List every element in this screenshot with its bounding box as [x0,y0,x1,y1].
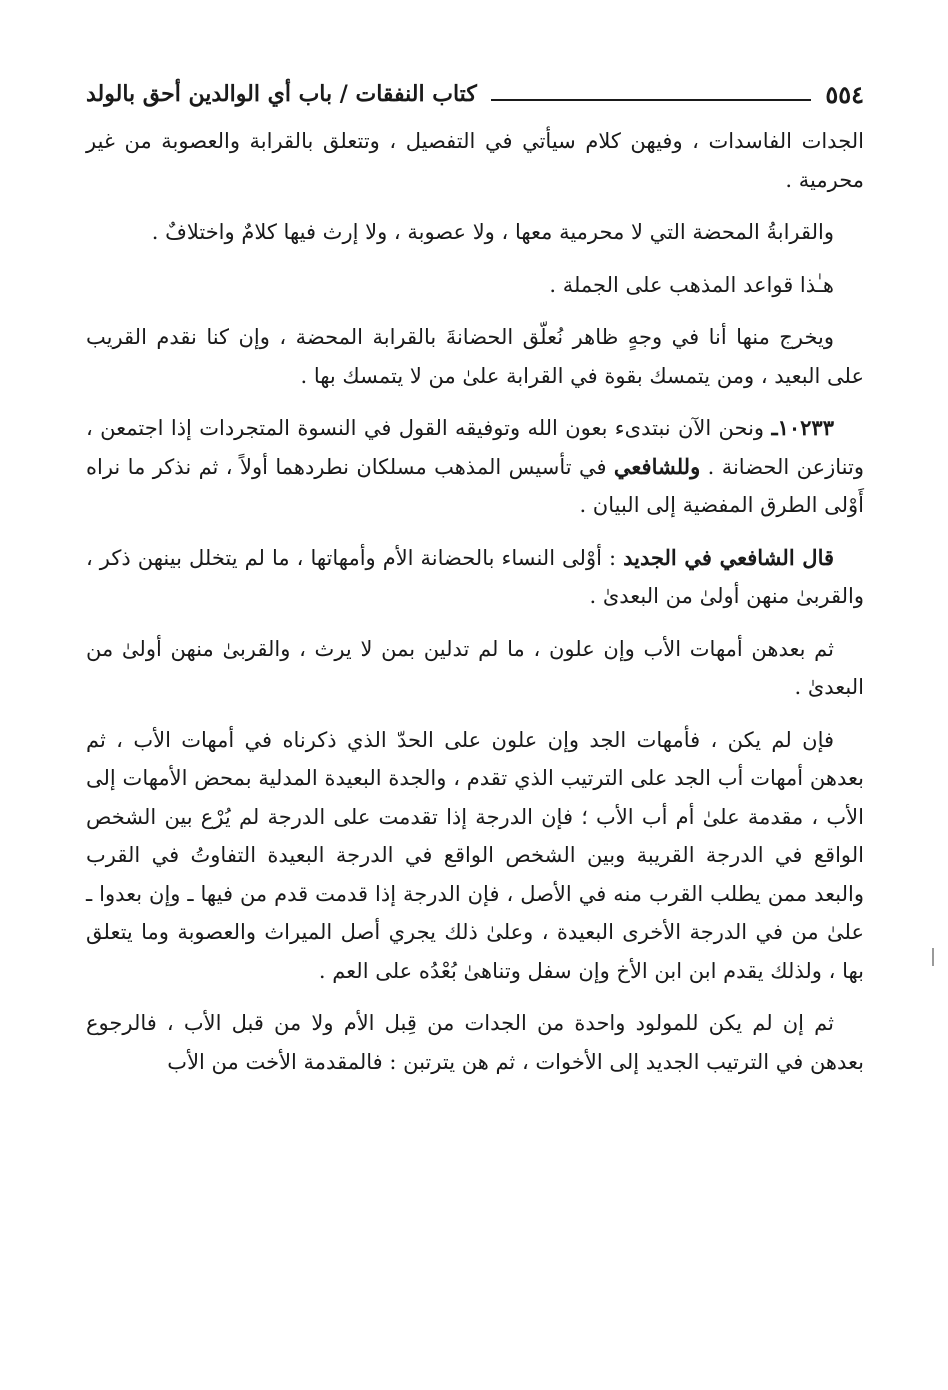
paragraph-6-bold: قال الشافعي في الجديد [623,544,835,570]
paragraph-4 [86,318,864,395]
paragraph-4-text: ويخرج منها أنا في وجهٍ ظاهر نُعلّق الحضانةَ بالقرابة المحضة ، وإن كنا نقدم القريب على البعيد ، ومن يتمسك بقوة في القرابة علىٰ من لا يتمسك بها . [86,325,864,388]
header-title: كتاب النفقات / باب أي الوالدين أحق بالولد [86,81,477,107]
paragraph-5-text-b: في تأسيس المذهب مسلكان نطردهما أولاً ، ثم نذكر ما نراه أَوْلى الطرق المفضية إلى البيان . [86,454,864,517]
paragraph-5 [86,409,864,525]
paragraph-7-text: ثم بعدهن أمهات الأب وإن علون ، ما لم تدلين بمن لا يرث ، والقربىٰ منهن أولىٰ من البعدىٰ . [86,636,864,699]
paragraph-2 [86,213,864,252]
paragraph-1-text: الجدات الفاسدات ، وفيهن كلام سيأتي في التفصيل ، وتتعلق بالقرابة والعصوبة من غير محرمية . [86,129,864,192]
page-number: ٥٥٤ [825,79,864,109]
paragraph-3-text: هـٰذا قواعد المذهب على الجملة . [549,272,834,297]
paragraph-9-text: ثم إن لم يكن للمولود واحدة من الجدات من قِبل الأم ولا من قبل الأب ، فالرجوع بعدهن في الترتيب الجديد إلى الأخوات ، ثم هن يترتبن : فالمقدمة الأخت من الأب [86,1011,864,1074]
paragraph-8 [86,721,864,991]
paragraph-5-bold: وللشافعي [613,453,701,479]
paragraph-1 [86,122,864,199]
paragraph-7 [86,630,864,707]
paragraph-9 [86,1004,864,1081]
body-text [86,122,864,1095]
section-number: ١٠٢٣٣ـ [771,415,834,440]
paragraph-6 [86,539,864,616]
paragraph-2-text: والقرابةُ المحضة التي لا محرمية معها ، ولا عصوبة ، ولا إرث فيها كلامٌ واختلافٌ . [151,220,834,244]
running-header [86,76,864,112]
paragraph-8-text: فإن لم يكن ، فأمهات الجد وإن علون على الحدّ الذي ذكرناه في أمهات الأب ، ثم بعدهن أمهات أب الجد على الترتيب الذي تقدم ، والجدة البعيدة المدلية بمحض الأمهات إلى الأب ، مقدمة علىٰ أم أب الأب ؛ فإن الدرجة إذا تقدمت على الدرجة لم يُرْع بين الشخص الواقع في الدرجة القريبة وبين الشخص الواقع في الدرجة البعيدة التفاوتُ في القرب والبعد ممن يطلب القرب منه في الأصل ، فإن الدرجة إذا قدمت قدم من فيها ـ وإن بعدوا ـ علىٰ من في الدرجة الأخرى البعيدة ، وعلىٰ ذلك يجري أصل الميراث والعصوبة وما يتعلق بها ، ولذلك يقدم ابن ابن الأخ وإن سفل وتناهىٰ بُعْدُه على العم . [86,727,864,983]
margin-mark [932,948,940,966]
paragraph-6-text: : أوْلى النساء بالحضانة الأم وأمهاتها ، ما لم يتخلل بينهن ذكر ، والقربىٰ منهن أولىٰ من البعدىٰ . [86,545,864,608]
paragraph-5-text-a: ونحن الآن نبتدىء بعون الله وتوفيقه القول في النسوة المتجردات إذا اجتمعن ، وتنازعن الحضانة . [86,416,864,479]
paragraph-3 [86,266,864,305]
header-rule [491,99,812,101]
